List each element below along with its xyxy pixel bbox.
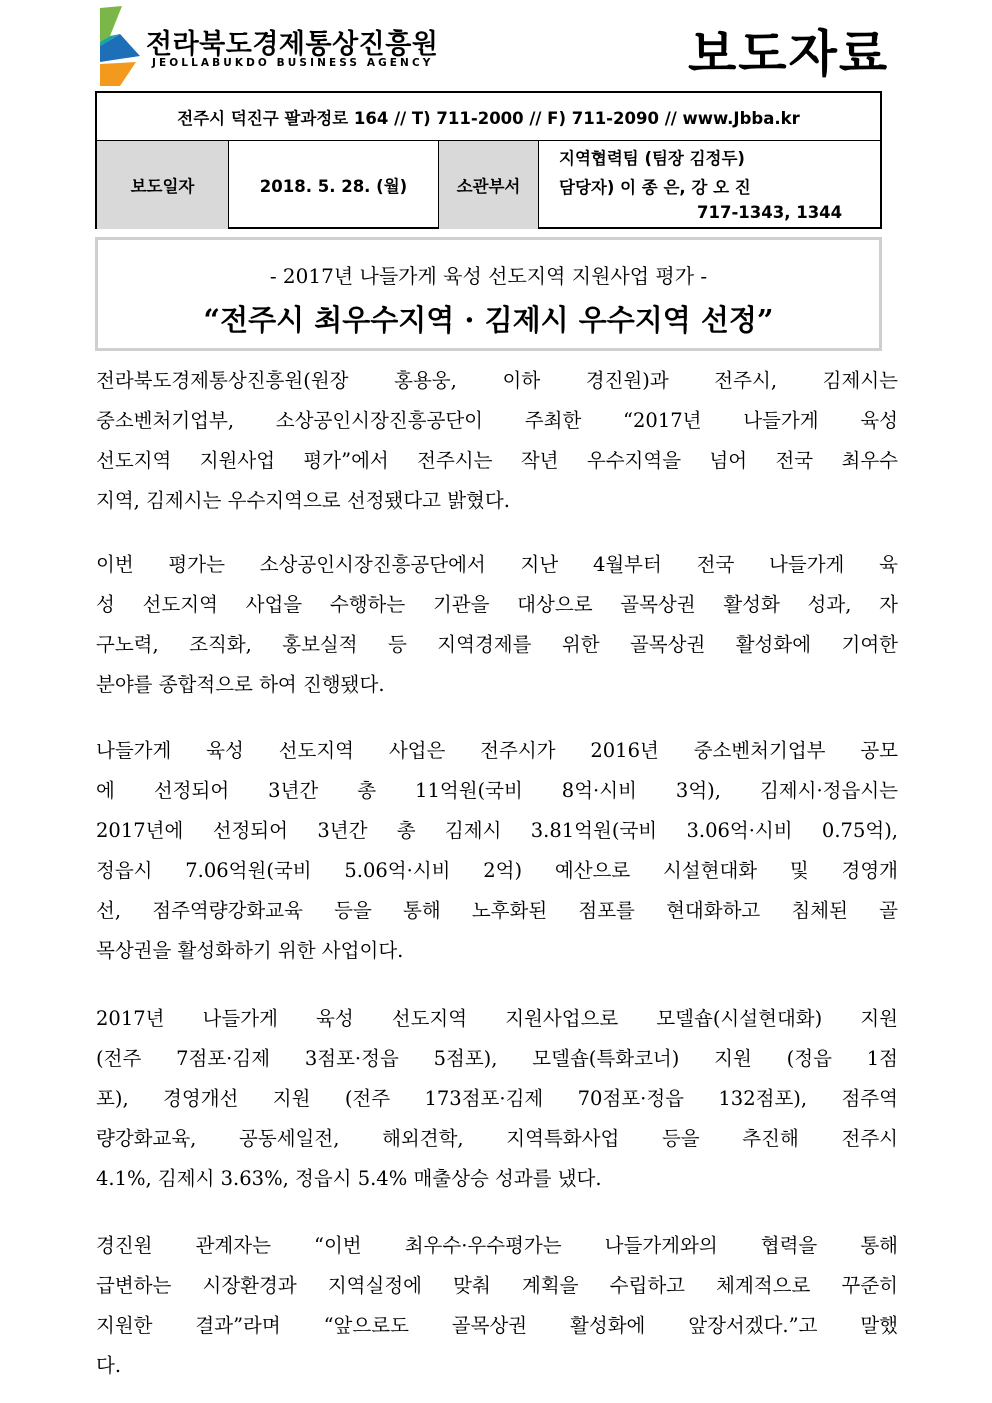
department-label: 소관부서 — [439, 141, 539, 229]
release-date-value: 2018. 5. 28. (월) — [229, 141, 439, 229]
paragraph-line: 경진원 관계자는 “이번 최우수·우수평가는 나들가게와의 협력을 통해 — [96, 1234, 898, 1257]
paragraph-3 — [96, 731, 898, 971]
paragraph-line: 지원한 결과”라며 “앞으로도 골목상권 활성화에 앞장서겠다.”고 말했 — [96, 1314, 898, 1337]
department-phone: 717-1343, 1344 — [697, 203, 843, 222]
paragraph-line: 나들가게 육성 선도지역 사업은 전주시가 2016년 중소벤처기업부 공모 — [96, 739, 898, 762]
headline-box — [95, 237, 882, 351]
paragraph-2 — [96, 545, 898, 705]
organization-name-english: JEOLLABUKDO BUSINESS AGENCY — [152, 57, 434, 69]
paragraph-line: 성 선도지역 사업을 수행하는 기관을 대상으로 골목상권 활성화 성과, 자 — [96, 593, 898, 616]
paragraph-line: 정읍시 7.06억원(국비 5.06억·시비 2억) 예산으로 시설현대화 및 경영개 — [96, 859, 898, 882]
paragraph-line: 이번 평가는 소상공인시장진흥공단에서 지난 4월부터 전국 나들가게 육 — [96, 553, 898, 576]
paragraph-line: 지역, 김제시는 우수지역으로 선정됐다고 밝혔다. — [96, 489, 510, 512]
release-date-label: 보도일자 — [97, 141, 229, 229]
document-type-title: 보도자료 — [688, 25, 890, 83]
paragraph-line: 4.1%, 김제시 3.63%, 정읍시 5.4% 매출상승 성과를 냈다. — [96, 1167, 602, 1190]
paragraph-line: 선도지역 지원사업 평가”에서 전주시는 작년 우수지역을 넘어 전국 최우수 — [96, 449, 898, 472]
paragraph-line: 에 선정되어 3년간 총 11억원(국비 8억·시비 3억), 김제시·정읍시는 — [96, 779, 898, 802]
paragraph-line: 선, 점주역량강화교육 등을 통해 노후화된 점포를 현대화하고 침체된 골 — [96, 899, 898, 922]
paragraph-line: (전주 7점포·김제 3점포·정읍 5점포), 모델숍(특화코너) 지원 (정읍 1점 — [96, 1047, 898, 1070]
paragraph-line: 다. — [96, 1354, 122, 1377]
department-info — [539, 141, 882, 229]
paragraph-line: 중소벤처기업부, 소상공인시장진흥공단이 주최한 “2017년 나들가게 육성 — [96, 409, 898, 432]
headline: “전주시 최우수지역 · 김제시 우수지역 선정” — [203, 303, 774, 337]
release-info-box — [95, 91, 882, 229]
paragraph-line: 전라북도경제통상진흥원(원장 홍용웅, 이하 경진원)과 전주시, 김제시는 — [96, 369, 898, 392]
paragraph-1 — [96, 361, 898, 521]
department-contacts: 담당자) 이 종 은, 강 오 진 — [559, 178, 751, 197]
jbba-logo-icon — [96, 6, 140, 86]
paragraph-4 — [96, 999, 898, 1199]
paragraph-line: 목상권을 활성화하기 위한 사업이다. — [96, 939, 404, 962]
paragraph-line: 구노력, 조직화, 홍보실적 등 지역경제를 위한 골목상권 활성화에 기여한 — [96, 633, 898, 656]
paragraph-line: 량강화교육, 공동세일전, 해외견학, 지역특화사업 등을 추진해 전주시 — [96, 1127, 898, 1150]
paragraph-line: 2017년에 선정되어 3년간 총 김제시 3.81억원(국비 3.06억·시비 0.75억), — [96, 819, 898, 842]
paragraph-5 — [96, 1226, 898, 1386]
organization-name: 전라북도경제통상진흥원 — [146, 29, 439, 60]
paragraph-line: 포), 경영개선 지원 (전주 173점포·김제 70점포·정읍 132점포), 점주역 — [96, 1087, 898, 1110]
paragraph-line: 분야를 종합적으로 하여 진행됐다. — [96, 673, 385, 696]
department-team: 지역협력팀 (팀장 김정두) — [559, 149, 745, 168]
contact-line: 전주시 덕진구 팔과정로 164 // T) 711-2000 // F) 711-2090 // www.Jbba.kr — [97, 93, 880, 141]
paragraph-line: 2017년 나들가게 육성 선도지역 지원사업으로 모델숍(시설현대화) 지원 — [96, 1007, 898, 1030]
paragraph-line: 급변하는 시장환경과 지역실정에 맞춰 계획을 수립하고 체계적으로 꾸준히 — [96, 1274, 898, 1297]
subtitle: - 2017년 나들가게 육성 선도지역 지원사업 평가 - — [269, 264, 708, 288]
